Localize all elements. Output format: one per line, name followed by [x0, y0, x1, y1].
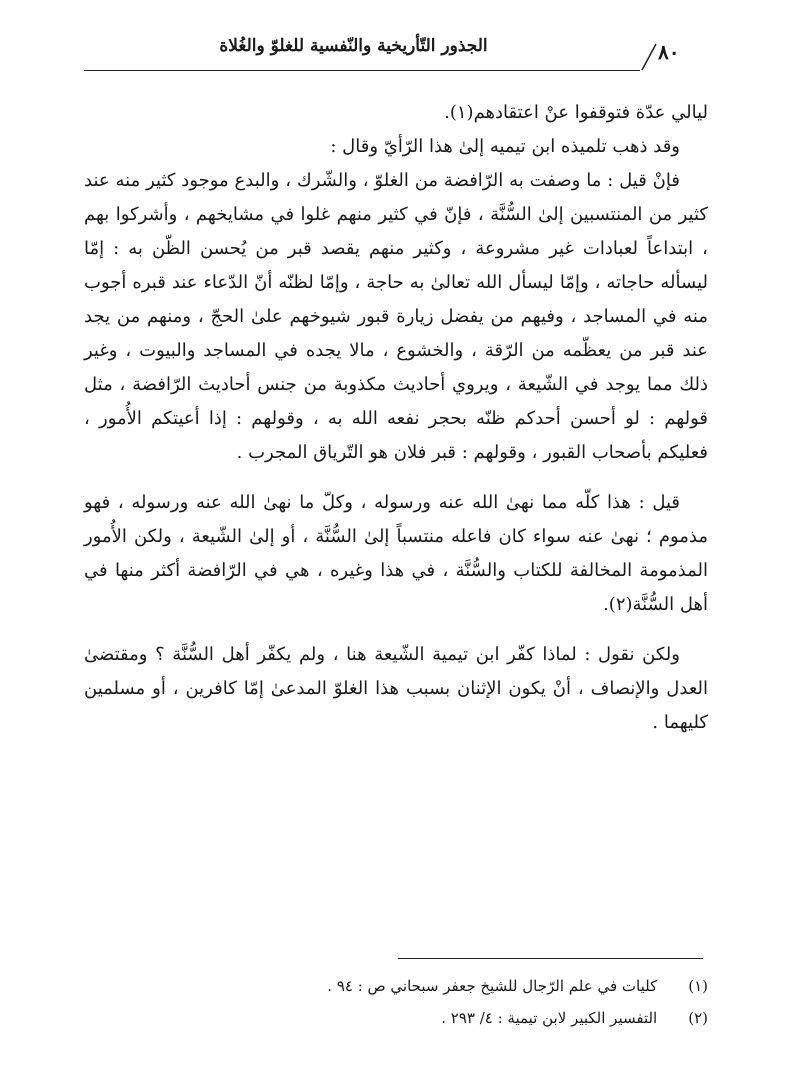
footnote-separator	[398, 958, 703, 959]
paragraph: قيل : هذا كلّه مما نهىٰ الله عنه ورسوله ، وكلّ ما نهىٰ الله عنه ورسوله ، فهو مذموم ؛ نهىٰ عنه سواء كان فاعله منتسباً إلىٰ السُّنَّة ، أو إلىٰ الشّيعة ، ولكن الأُمور المذمومة المخالفة للكتاب والسُّنَّة ، في هذا وغيره ، هي في الرّافضة أكثر منها في أهل السُّنَّة(٢).	[84, 492, 708, 615]
footnote-number: (١)	[688, 977, 708, 995]
footnote-text: كليات في علم الرّجال للشيخ جعفر سبحاني ص : ٩٤ .	[327, 977, 658, 995]
paragraph: فإنْ قيل : ما وصفت به الرّافضة من الغلوّ ، والشّرك ، والبدع موجود كثير منه عند كثير من المنتسبين إلىٰ السُّنَّة ، فإنّ في كثير منهم غلوا في مشايخهم ، وأشركوا بهم ، ابتداعاً لعبادات غير مشروعة ، وكثير منهم يقصد قبر من يُحسن الظّن به : إمّا ليسأله حاجاته ، وإمّا ليسأل الله تعالىٰ به حاجة ، وإمّا لظنّه أنّ الدّعاء عند قبره أجوب منه في المساجد ، وفيهم من يفضل زيارة قبور شيوخهم علىٰ الحجّ ، ومنهم من يجد عند قبر من يعظّمه من الرّقة ، والخشوع ، مالا يجده في المساجد والبيوت ، وغير ذلك مما يوجد في الشّيعة ، ويروي أحاديث مكذوبة من جنس أحاديث الرّافضة ، مثل قولهم : لو أحسن أحدكم ظنّه بحجر نفعه الله به ، وقولهم : إذا أعيتكم الأُمور ، فعليكم بأصحاب القبور ، وقولهم : قبر فلان هو التّرياق المجرب .	[84, 170, 708, 463]
paragraph: وقد ذهب تلميذه ابن تيميه إلىٰ هذا الرّأيّ وقال :	[330, 136, 680, 157]
header-rule	[84, 70, 640, 71]
footnotes	[84, 970, 708, 1034]
page-number: ٨٠	[658, 40, 680, 64]
footnote-item	[84, 970, 708, 1002]
footnote-number: (٢)	[688, 1009, 708, 1027]
paragraph: ولكن نقول : لماذا كفّر ابن تيمية الشّيعة هنا ، ولم يكفّر أهل السُّنَّة ؟ ومقتضىٰ العدل والإنصاف ، أنْ يكون الإثنان بسبب هذا الغلوّ المدعىٰ إمّا كافرين ، أو مسلمين كليهما .	[84, 644, 708, 733]
paragraph: ليالي عدّة فتوقفوا عنْ اعتقادهم(١).	[444, 102, 708, 123]
running-title: الجذور التّأريخية والنّفسية للغلوّ والغُلاة	[219, 36, 488, 56]
main-text	[84, 96, 708, 740]
footnote-item	[84, 1002, 708, 1034]
footnote-text: التفسير الكبير لابن تيمية : ٤/ ٢٩٣ .	[441, 1009, 658, 1027]
